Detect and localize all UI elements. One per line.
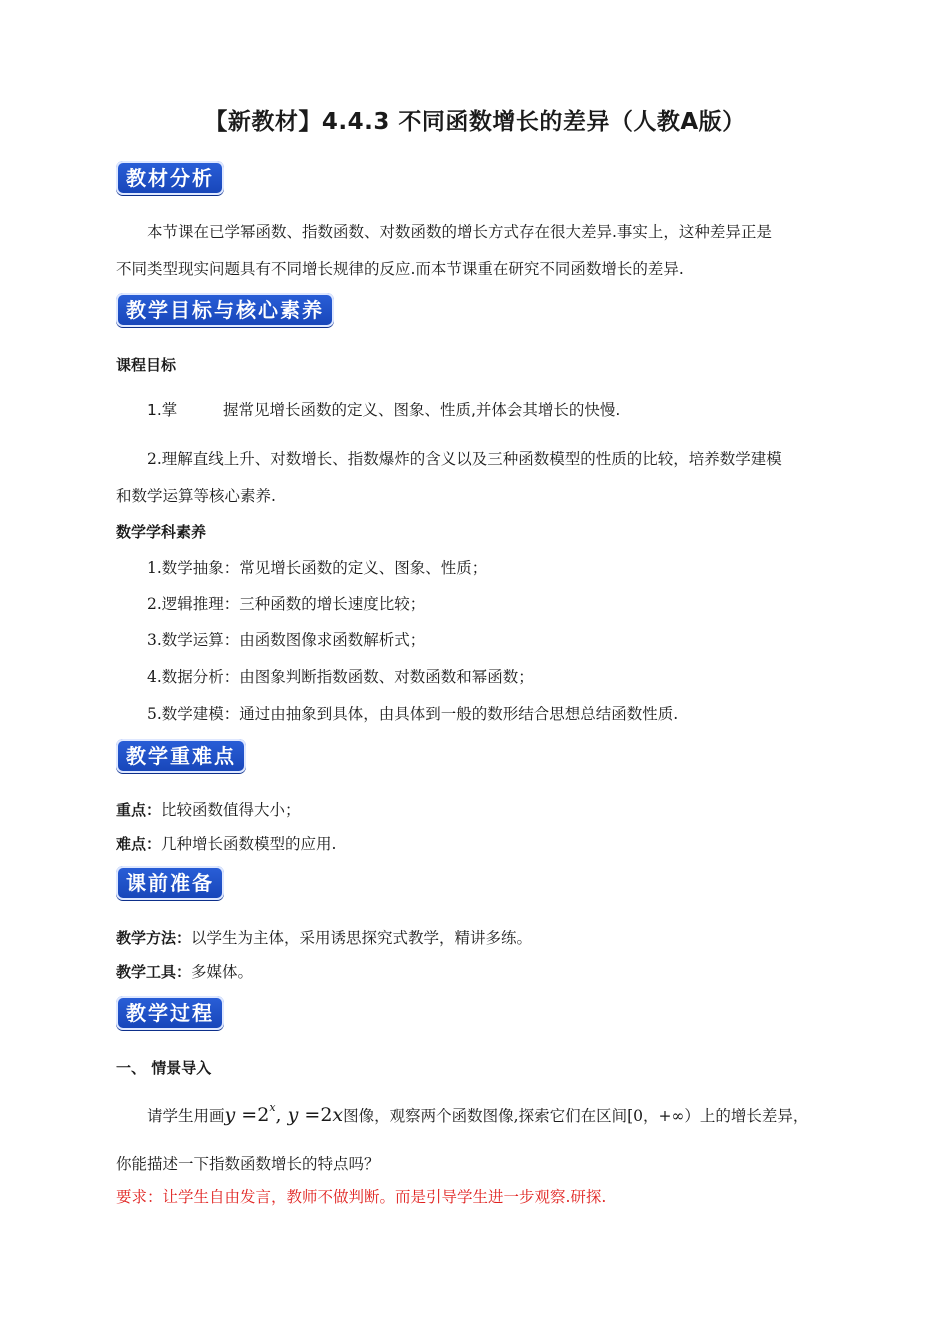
method-text: 以学生为主体，采用诱思探究式教学，精讲多练。 [191, 929, 533, 947]
goal-1-number: 1.掌 [147, 401, 178, 419]
tools-label: 教学工具： [116, 963, 192, 981]
important-label: 重点： [116, 801, 162, 819]
goal-2-line-1: 2.理解直线上升、对数增长、指数爆炸的含义以及三种函数模型的性质的比较，培养数学建模 [147, 450, 782, 468]
analysis-line-2: 不同类型现实问题具有不同增长规律的反应.而本节课重在研究不同函数增长的差异. [116, 260, 684, 278]
analysis-line-1: 本节课在已学幂函数、指数函数、对数函数的增长方式存在很大差异.事实上，这种差异正是 [147, 223, 772, 241]
goal-2-line-2: 和数学运算等核心素养. [116, 487, 276, 505]
step-heading: 一、 情景导入 [116, 1059, 212, 1077]
literacy-item: 2.逻辑推理：三种函数的增长速度比较； [147, 595, 426, 613]
goal-1-text: 握常见增长函数的定义、图象、性质,并体会其增长的快慢. [223, 401, 621, 419]
literacy-item: 4.数据分析：由图象判断指数函数、对数函数和幂函数； [147, 668, 534, 686]
method-label: 教学方法： [116, 929, 192, 947]
difficult-label: 难点： [116, 835, 162, 853]
literacy-item: 3.数学运算：由函数图像求函数解析式； [147, 631, 426, 649]
teaching-method [116, 928, 532, 948]
difficult-text: 几种增长函数模型的应用. [161, 835, 337, 853]
important-point [116, 800, 301, 820]
difficult-point [116, 834, 336, 854]
section-badge-goals: 教学目标与核心素养 [116, 293, 334, 327]
section-badge-prep: 课前准备 [116, 866, 224, 900]
page-title: 【新教材】4.4.3 不同函数增长的差异（人教A版） [204, 109, 746, 135]
literacy-heading: 数学学科素养 [116, 523, 207, 541]
section-badge-key-points: 教学重难点 [116, 739, 246, 773]
important-text: 比较函数值得大小； [161, 801, 301, 819]
literacy-item: 1.数学抽象：常见增长函数的定义、图象、性质； [147, 559, 488, 577]
literacy-item: 5.数学建模：通过由抽象到具体，由具体到一般的数形结合思想总结函数性质. [147, 705, 679, 723]
course-goals-heading: 课程目标 [116, 356, 177, 374]
teaching-tools [116, 962, 253, 982]
requirement-note: 要求：让学生自由发言，教师不做判断。而是引导学生进一步观察.研探. [116, 1188, 607, 1206]
section-badge-analysis: 教材分析 [116, 161, 224, 195]
intro-after: 图像，观察两个函数图像,探索它们在区间[0，+∞）上的增长差异， [343, 1107, 809, 1125]
tools-text: 多媒体。 [191, 963, 254, 981]
intro-question: 你能描述一下指数函数增长的特点吗？ [116, 1155, 380, 1173]
formula: $y =2^x$, y =2x [224, 1101, 344, 1126]
intro-line [147, 1098, 808, 1126]
intro-before: 请学生用画 [147, 1107, 225, 1125]
section-badge-process: 教学过程 [116, 996, 224, 1030]
